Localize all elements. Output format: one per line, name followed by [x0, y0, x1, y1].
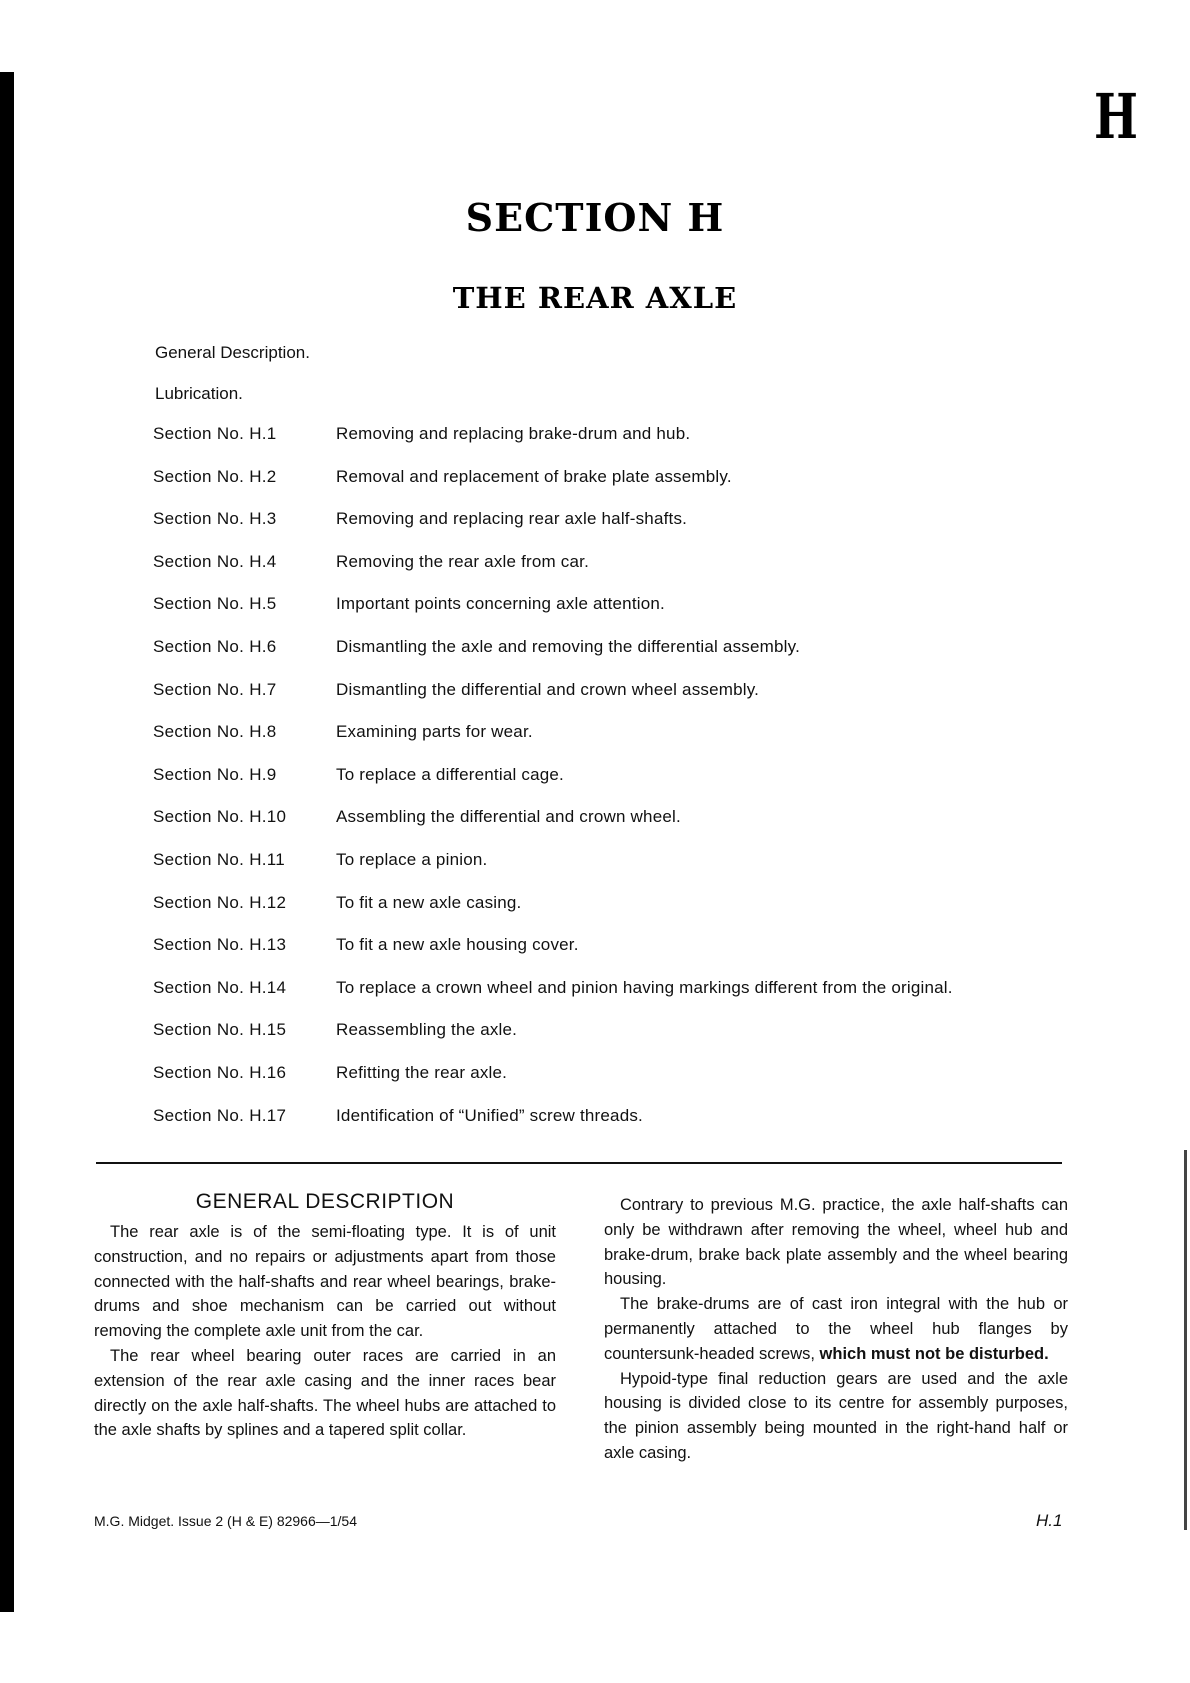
contents-row [153, 978, 1053, 1021]
contents-section-number: Section No. H.4 [153, 551, 277, 571]
contents-row [153, 935, 1053, 978]
contents-section-description: To replace a pinion. [336, 849, 488, 869]
contents-section-number: Section No. H.5 [153, 594, 277, 614]
contents-section-number: Section No. H.16 [153, 1062, 287, 1082]
section-thumb-letter: H [1094, 80, 1138, 153]
contents-section-description: Reassembling the axle. [336, 1020, 518, 1040]
contents-section-description: Examining parts for wear. [336, 722, 533, 742]
contents-section-number: Section No. H.7 [153, 679, 277, 699]
body-paragraph: Contrary to previous M.G. practice, the axle half-shafts can only be withdrawn after removing the wheel, wheel hub and brake-drum, brake back plate assembly and the wheel bearing housing. [604, 1196, 1068, 1289]
contents-row [153, 850, 1053, 893]
contents-row [153, 1020, 1053, 1063]
paragraph-text: The brake-drums are of cast iron integral with the hub or permanently attached to the wheel hub flanges by countersunk-headed screws, [604, 1295, 1068, 1363]
contents-section-description: To replace a crown wheel and pinion having markings different from the original. [336, 977, 953, 997]
contents-row [153, 594, 1053, 637]
body-paragraph: Hypoid-type final reduction gears are used and the axle housing is divided close to its centre for assembly purposes, the pinion assembly being mounted in the right-hand half or axle casing. [604, 1369, 1068, 1462]
contents-section-number: Section No. H.8 [153, 722, 277, 742]
contents-row [153, 637, 1053, 680]
contents-section-description: Assembling the differential and crown wheel. [336, 807, 681, 827]
contents-section-number: Section No. H.14 [153, 977, 287, 997]
footer-publication-info: M.G. Midget. Issue 2 (H & E) 82966—1/54 [94, 1513, 358, 1529]
contents-section-number: Section No. H.1 [153, 424, 277, 443]
footer-page-number: H.1 [1036, 1511, 1063, 1530]
contents-row [153, 424, 1053, 467]
contents-row [153, 765, 1053, 808]
body-paragraph: The rear axle is of the semi-floating type. It is of unit construction, and no repairs or adjustments apart from those connected with the half-shafts and rear wheel bearings, brake-drums and shoe mechanism can be carried out without removing the complete axle unit from the car. [94, 1223, 556, 1341]
general-description-heading: GENERAL DESCRIPTION [195, 1190, 455, 1213]
contents-section-number: Section No. H.11 [153, 849, 286, 869]
contents-section-number: Section No. H.6 [153, 636, 277, 656]
contents-lubrication: Lubrication. [155, 384, 243, 403]
contents-row [153, 1063, 1053, 1106]
contents-section-description: To fit a new axle housing cover. [336, 935, 579, 955]
body-left-column [94, 1188, 556, 1443]
contents-section-description: Refitting the rear axle. [336, 1062, 508, 1082]
contents-section-number: Section No. H.12 [153, 892, 287, 912]
contents-section-description: To fit a new axle casing. [336, 892, 522, 912]
divider-rule [96, 1162, 1062, 1164]
contents-section-description: To replace a differential cage. [336, 764, 564, 784]
contents-row [153, 722, 1053, 765]
contents-section-description: Removing and replacing brake-drum and hub. [336, 424, 691, 443]
contents-section-number: Section No. H.3 [153, 509, 277, 529]
contents-general-description: General Description. [155, 343, 310, 362]
contents-section-description: Identification of “Unified” screw threads. [336, 1105, 643, 1125]
page-title: SECTION H [465, 195, 725, 240]
contents-section-number: Section No. H.10 [153, 807, 287, 827]
body-paragraph [604, 1292, 1068, 1366]
contents-section-number: Section No. H.13 [153, 935, 287, 955]
section-contents-list [153, 424, 1053, 1148]
contents-section-number: Section No. H.2 [153, 466, 277, 486]
contents-section-description: Dismantling the axle and removing the differential assembly. [336, 636, 800, 656]
contents-row [153, 680, 1053, 723]
page-subtitle: THE REAR AXLE [452, 281, 738, 315]
contents-section-description: Removal and replacement of brake plate assembly. [336, 466, 732, 486]
contents-section-number: Section No. H.15 [153, 1020, 287, 1040]
contents-section-number: Section No. H.17 [153, 1105, 287, 1125]
contents-row [153, 509, 1053, 552]
contents-section-description: Removing the rear axle from car. [336, 551, 589, 571]
contents-row [153, 1106, 1053, 1149]
contents-row [153, 893, 1053, 936]
contents-section-description: Removing and replacing rear axle half-shafts. [336, 509, 688, 529]
contents-section-description: Important points concerning axle attention. [336, 594, 665, 614]
contents-row [153, 552, 1053, 595]
body-right-column [604, 1188, 1068, 1466]
contents-row [153, 807, 1053, 850]
scan-edge-mark [1184, 1150, 1187, 1530]
contents-row [153, 467, 1053, 510]
body-paragraph: The rear wheel bearing outer races are carried in an extension of the rear axle casing and the inner races bear directly on the axle half-shafts. The wheel hubs are attached to the axle shafts by splines and a tapered split collar. [94, 1346, 556, 1440]
warning-emphasis: which must not be disturbed. [819, 1344, 1049, 1363]
contents-section-description: Dismantling the differential and crown wheel assembly. [336, 679, 760, 699]
contents-section-number: Section No. H.9 [153, 764, 277, 784]
